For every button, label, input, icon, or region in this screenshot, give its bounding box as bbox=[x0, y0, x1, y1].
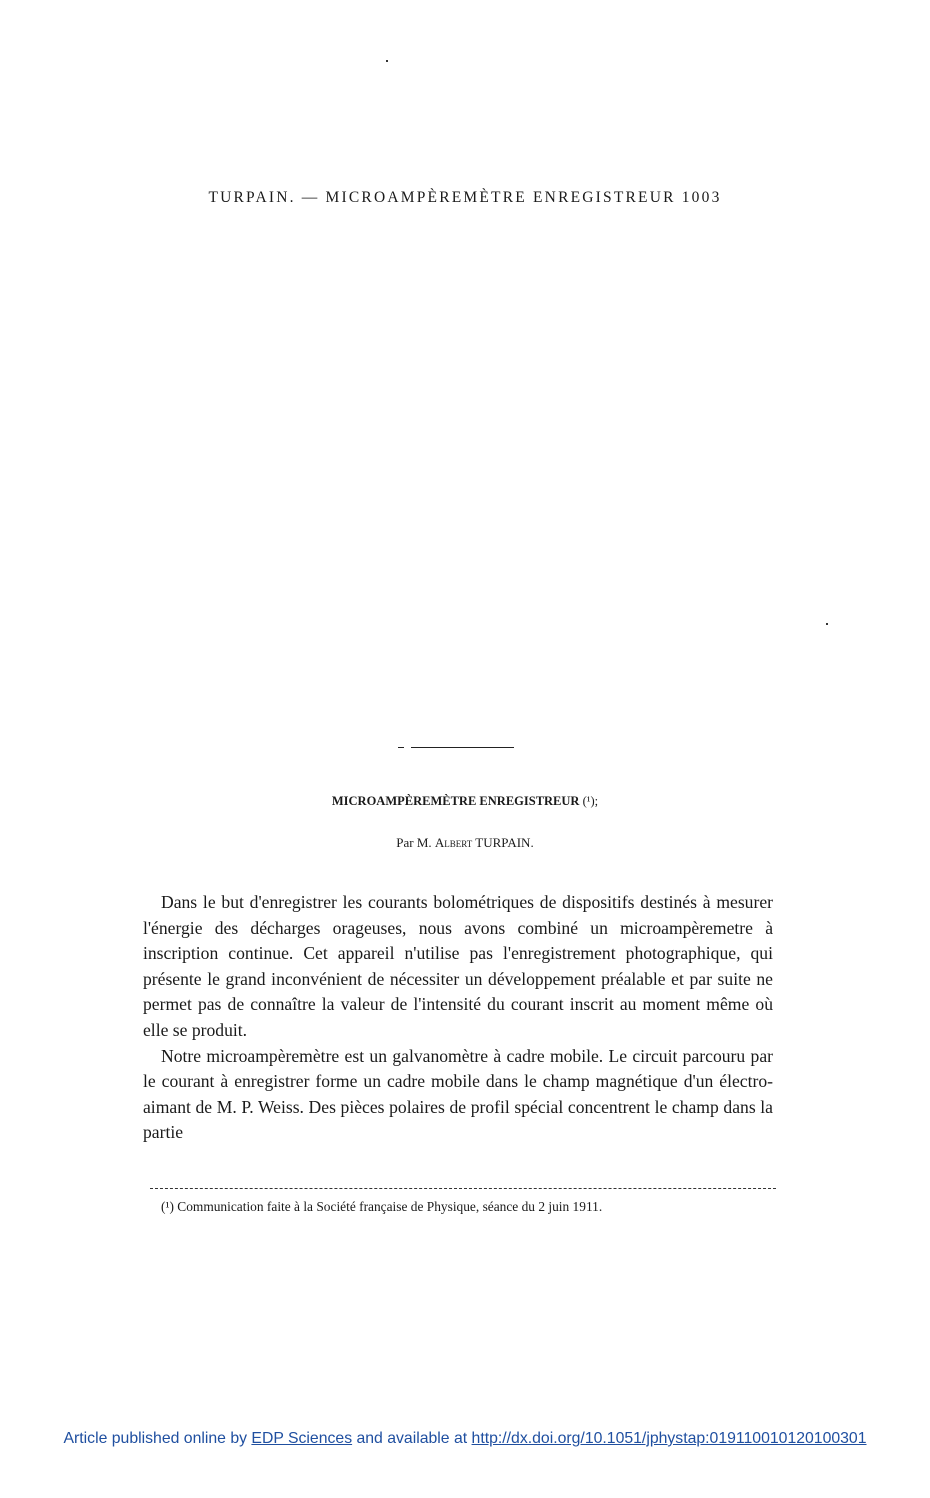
footnote-rule bbox=[150, 1188, 776, 1189]
scan-speck bbox=[386, 60, 388, 62]
doi-link[interactable]: http://dx.doi.org/10.1051/jphystap:019110010120100301 bbox=[471, 1430, 867, 1447]
article-title-text: MICROAMPÈREMÈTRE ENREGISTREUR bbox=[331, 794, 580, 808]
article-title bbox=[0, 794, 930, 809]
section-divider bbox=[411, 747, 514, 748]
title-footnote-mark: (¹); bbox=[582, 794, 599, 808]
scan-speck bbox=[826, 623, 828, 625]
paragraph: Notre microampèremètre est un galvanomètre à cadre mobile. Le circuit parcouru par le courant à enregistrer forme un cadre mobile dans le champ magnétique d'un électro-aimant de M. P. Weiss. Des pièces polaires de profil spécial concentrent le champ dans la partie bbox=[143, 1045, 773, 1143]
footnote-text: (¹) Communication faite à la Société française de Physique, séance du 2 juin 1911. bbox=[161, 1199, 603, 1214]
publication-middle: and available at bbox=[356, 1430, 468, 1447]
author-first-name: Albert bbox=[434, 835, 473, 850]
section-divider bbox=[398, 747, 404, 748]
running-head: TURPAIN. — MICROAMPÈREMÈTRE ENREGISTREUR 1003 bbox=[208, 189, 722, 206]
paragraph: Dans le but d'enregistrer les courants bolométriques de dispositifs destinés à mesurer l'énergie des décharges orageuses, nous avons combiné un microampèremetre à inscription continue. Cet appareil n'utilise pas l'enregistrement photographique, qui présente le grand inconvénient de nécessiter un développement préalable et par suite ne permet pas de connaître la valeur de l'intensité du courant inscrit au moment même où elle se produit. bbox=[143, 892, 773, 1040]
author-last-name: TURPAIN. bbox=[475, 835, 534, 850]
publication-notice bbox=[0, 1430, 930, 1448]
byline bbox=[0, 835, 930, 851]
publisher-link[interactable]: EDP Sciences bbox=[251, 1430, 353, 1447]
body-text bbox=[143, 890, 773, 1146]
byline-prefix: Par M. bbox=[396, 835, 432, 850]
footnote bbox=[143, 1198, 776, 1216]
publication-prefix: Article published online by bbox=[63, 1430, 248, 1447]
